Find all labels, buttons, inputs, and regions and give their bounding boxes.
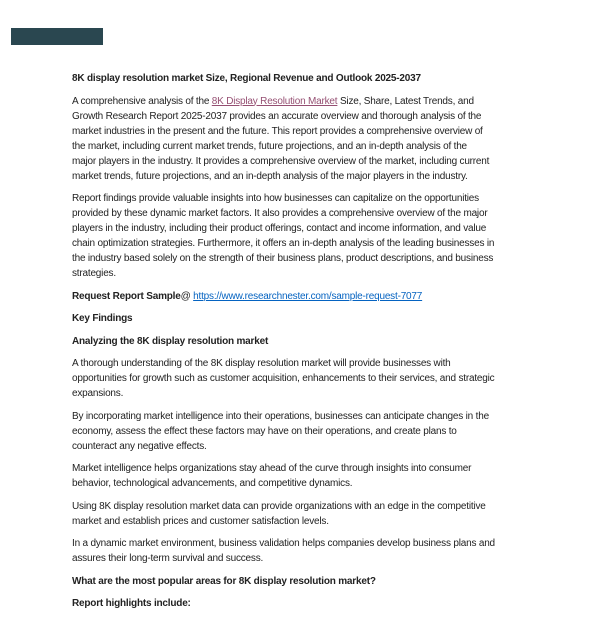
doc-title: 8K display resolution market Size, Regional Revenue and Outlook 2025-2037 <box>72 73 421 84</box>
paragraph-using-market-data: Using 8K display resolution market data can provide organizations with an edge in the competitive market and establish prices and customer satisfaction levels. <box>72 500 486 527</box>
document-content <box>72 71 534 619</box>
heading-analyzing-market: Analyzing the 8K display resolution market <box>72 335 269 347</box>
heading-popular-areas: What are the most popular areas for 8K display resolution market? <box>72 575 376 587</box>
paragraph-report-findings: Report findings provide valuable insights into how businesses can capitalize on the opportunities provided by these dynamic market factors. It also provides a comprehensive overview of the major players in the industry, including their product offerings, contact and income information, and value chain optimization strategies. Furthermore, it offers an in-depth analysis of the leading businesses in the industry based solely on the strength of their business plans, product descriptions, and business strategies. <box>72 193 495 279</box>
request-sample-label: Request Report Sample <box>72 290 181 302</box>
paragraph-market-intelligence-incorporating: By incorporating market intelligence into their operations, businesses can anticipate changes in the economy, assess the effect these factors may have on their operations, and create plans to counteract any negative effects. <box>72 410 489 452</box>
request-sample-at: @ <box>180 290 194 302</box>
request-sample-line <box>72 289 534 304</box>
paragraph-business-validation: In a dynamic market environment, business validation helps companies develop business plans and assures their long-term survival and success. <box>72 538 495 564</box>
paragraph-market-intelligence-insights: Market intelligence helps organizations stay ahead of the curve through insights into consumer behavior, technological advancements, and competitive dynamics. <box>72 463 472 489</box>
paragraph-thorough-understanding: A thorough understanding of the 8K display resolution market will provide businesses with opportunities for growth such as customer acquisition, enhancements to their services, and strategic expansions. <box>72 358 495 399</box>
paragraph-overview <box>72 94 534 184</box>
heading-report-highlights: Report highlights include: <box>72 598 191 609</box>
link-8k-display-resolution-market[interactable]: 8K Display Resolution Market <box>211 95 338 107</box>
dark-header-bar <box>11 28 103 45</box>
link-sample-request-url[interactable]: https://www.researchnester.com/sample-request-7077 <box>193 290 423 302</box>
heading-key-findings: Key Findings <box>72 313 133 324</box>
paragraph-overview-prefix: A comprehensive analysis of the <box>72 95 212 107</box>
paragraph-overview-suffix: Size, Share, Latest Trends, and <box>339 95 474 107</box>
paragraph-overview-rest: Growth Research Report 2025-2037 provides an accurate overview and thorough analysis of the market industries in the present and the future. This report provides a comprehensive overview of the market, including current market trends, future projections, and an in-depth analysis of the major players in the industry. It provides a comprehensive overview of the market, including current market trends, future projections, and an in-depth analysis of the major players in the industry. <box>72 110 490 182</box>
